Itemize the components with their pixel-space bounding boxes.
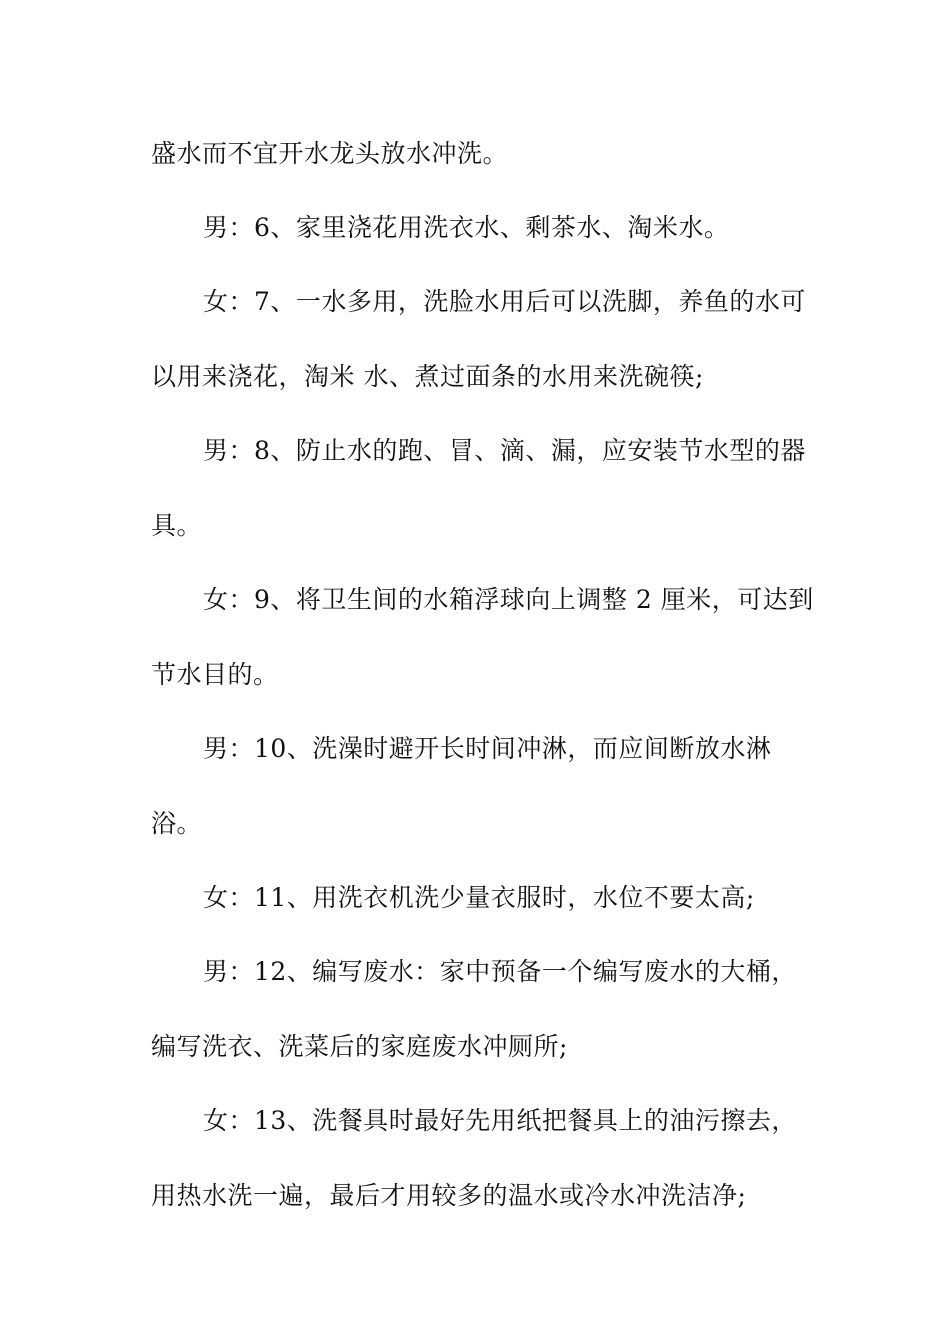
text-line: 盛水而不宜开水龙头放水冲洗。 <box>151 139 509 168</box>
text-line: 浴。 <box>151 809 203 838</box>
text-line: 女：9、将卫生间的水箱浮球向上调整 2 厘米，可达到 <box>203 585 814 614</box>
text-line: 以用来浇花，淘米 水、煮过面条的水用来洗碗筷; <box>151 362 704 391</box>
text-line: 男：6、家里浇花用洗衣水、剩茶水、淘米水。 <box>203 213 730 242</box>
text-line: 男：12、编写废水：家中预备一个编写废水的大桶， <box>203 957 797 986</box>
text-line: 编写洗衣、洗菜后的家庭废水冲厕所; <box>151 1032 568 1061</box>
text-line: 具。 <box>151 511 203 540</box>
text-line: 女：11、用洗衣机洗少量衣服时，水位不要太高; <box>203 883 755 912</box>
text-line: 女：7、一水多用，洗脸水用后可以洗脚，养鱼的水可 <box>203 287 806 316</box>
text-line: 用热水洗一遍，最后才用较多的温水或冷水冲洗洁净; <box>151 1181 747 1210</box>
text-line: 女：13、洗餐具时最好先用纸把餐具上的油污擦去， <box>203 1106 797 1135</box>
text-line: 男：10、洗澡时避开长时间冲淋，而应间断放水淋 <box>203 734 772 763</box>
text-line: 节水目的。 <box>151 660 279 689</box>
text-line: 男：8、防止水的跑、冒、滴、漏，应安装节水型的器 <box>203 436 806 465</box>
